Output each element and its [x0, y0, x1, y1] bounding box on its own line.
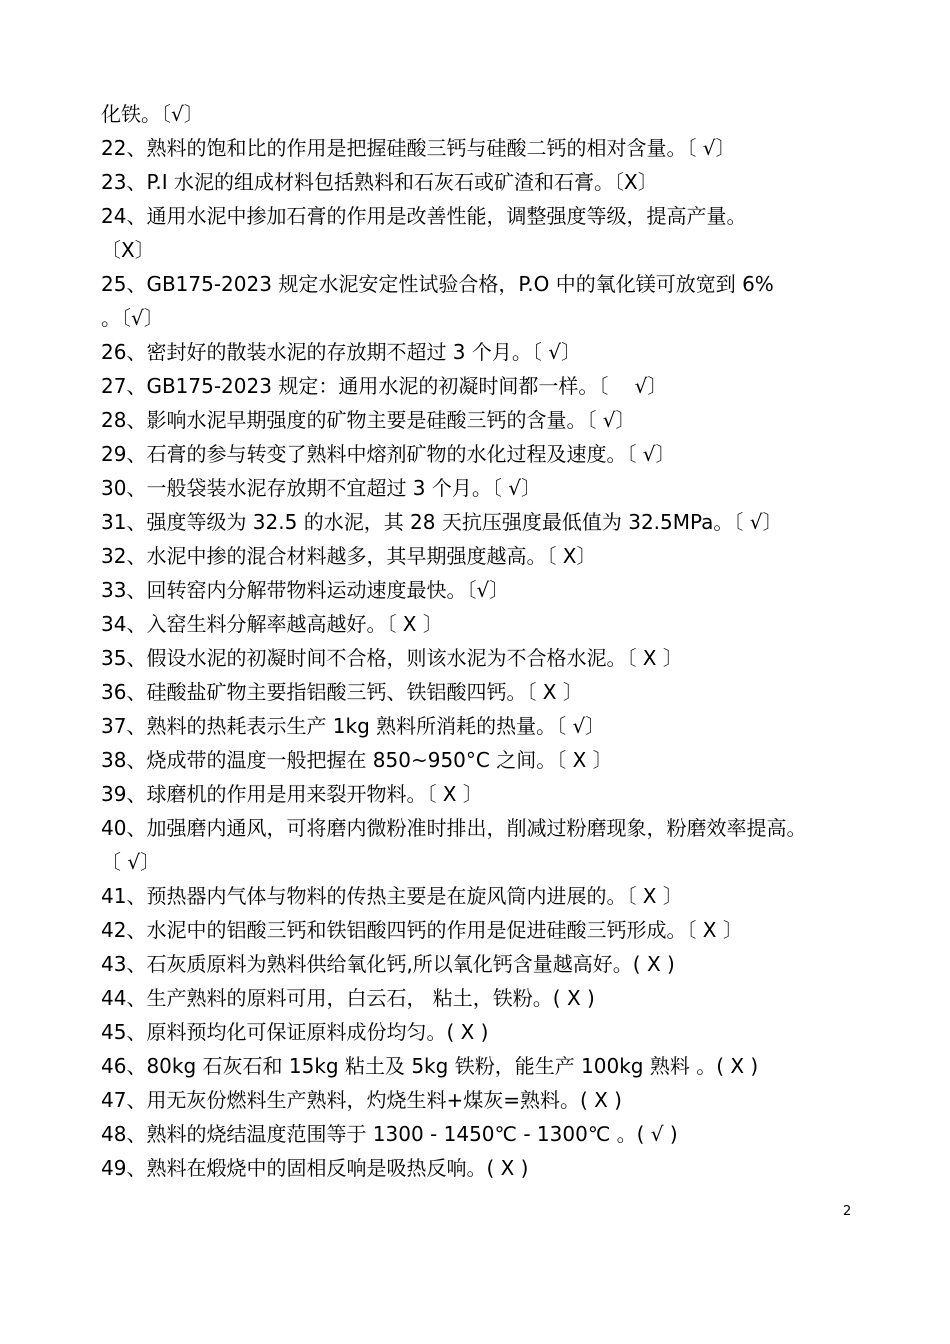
- text-line: 32、水泥中掺的混合材料越多，其早期强度越高。〔 X〕: [101, 544, 597, 568]
- text-line: 42、水泥中的铝酸三钙和铁铝酸四钙的作用是促进硅酸三钙形成。〔 X 〕: [101, 918, 743, 942]
- text-line: 33、回转窑内分解带物料运动速度最快。〔√〕: [101, 578, 510, 602]
- text-line: 24、通用水泥中掺加石膏的作用是改善性能，调整强度等级，提高产量。: [101, 204, 747, 228]
- text-line: 28、影响水泥早期强度的矿物主要是硅酸三钙的含量。〔 √〕: [101, 408, 636, 432]
- text-line: 44、生产熟料的原料可用，白云石， 粘土，铁粉。( X ): [101, 986, 595, 1010]
- text-line: 49、熟料在煅烧中的固相反响是吸热反响。( X ): [101, 1156, 529, 1180]
- text-line: 39、球磨机的作用是用来裂开物料。〔 X 〕: [101, 782, 483, 806]
- text-line: 48、熟料的烧结温度范围等于 1300 - 1450℃ - 1300℃ 。( √ ): [101, 1122, 678, 1146]
- text-line: 38、烧成带的温度一般把握在 850~950°C 之间。〔 X 〕: [101, 748, 613, 772]
- text-line: 43、石灰质原料为熟料供给氧化钙,所以氧化钙含量越高好。( X ): [101, 952, 675, 976]
- text-line: 31、强度等级为 32.5 的水泥，其 28 天抗压强度最低值为 32.5MPa。〔 √〕: [101, 510, 783, 534]
- text-line: 36、硅酸盐矿物主要指铝酸三钙、铁铝酸四钙。〔 X 〕: [101, 680, 583, 704]
- text-line: 37、熟料的热耗表示生产 1kg 熟料所消耗的热量。〔 √〕: [101, 714, 606, 738]
- text-line: 30、一般袋装水泥存放期不宜超过 3 个月。〔 √〕: [101, 476, 541, 500]
- text-line: 47、用无灰份燃料生产熟料，灼烧生料+煤灰=熟料。( X ): [101, 1088, 622, 1112]
- text-line: 46、80kg 石灰石和 15kg 粘土及 5kg 铁粉，能生产 100kg 熟料 。( X ): [101, 1054, 759, 1078]
- text-line: 22、熟料的饱和比的作用是把握硅酸三钙与硅酸二钙的相对含量。〔 √〕: [101, 136, 736, 160]
- text-line: 41、预热器内气体与物料的传热主要是在旋风筒内进展的。〔 X 〕: [101, 884, 683, 908]
- text-line: 23、P.I 水泥的组成材料包括熟料和石灰石或矿渣和石膏。〔X〕: [101, 170, 658, 194]
- text-line: 45、原料预均化可保证原料成份均匀。( X ): [101, 1020, 489, 1044]
- text-line: 〔X〕: [101, 238, 155, 262]
- text-line: 。〔√〕: [101, 306, 164, 330]
- page-number: 2: [843, 1204, 852, 1219]
- text-line: 34、入窑生料分解率越高越好。〔 X 〕: [101, 612, 443, 636]
- text-line: 29、石膏的参与转变了熟料中熔剂矿物的水化过程及速度。〔 √〕: [101, 442, 676, 466]
- text-line: 35、假设水泥的初凝时间不合格，则该水泥为不合格水泥。〔 X 〕: [101, 646, 683, 670]
- text-line: 40、加强磨内通风，可将磨内微粉准时排出，削减过粉磨现象，粉磨效率提高。: [101, 816, 807, 840]
- text-line: 〔 √〕: [101, 850, 161, 874]
- text-line: 25、GB175-2023 规定水泥安定性试验合格，P.O 中的氧化镁可放宽到 6%: [101, 272, 774, 296]
- text-line: 化铁。〔√〕: [101, 102, 204, 126]
- text-line: 26、密封好的散装水泥的存放期不超过 3 个月。〔 √〕: [101, 340, 581, 364]
- text-line: 27、GB175-2023 规定：通用水泥的初凝时间都一样。〔 √〕: [101, 374, 668, 398]
- document-body: [101, 97, 861, 1185]
